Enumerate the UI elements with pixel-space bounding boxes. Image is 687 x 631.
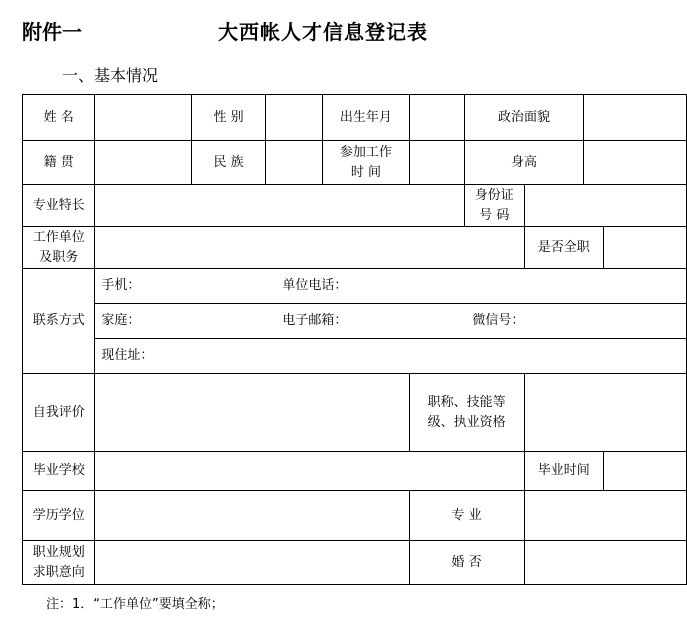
politics-label: 政治面貌	[464, 95, 583, 141]
form-title: 大西帐人才信息登记表	[218, 20, 428, 44]
major-field[interactable]	[524, 491, 686, 541]
id-number-label-line2: 号 码	[479, 207, 510, 223]
section-heading: 一、基本情况	[62, 66, 159, 85]
ethnicity-field[interactable]	[265, 141, 322, 185]
gender-field[interactable]	[265, 95, 322, 141]
wechat-label: 微信号：	[472, 313, 525, 328]
work-start-label-line2: 时 间	[350, 164, 381, 180]
specialty-field[interactable]	[95, 185, 465, 227]
self-evaluation-field[interactable]	[95, 374, 409, 452]
mobile-label: 手机：	[101, 278, 141, 293]
qualification-field[interactable]	[524, 374, 686, 452]
graduation-time-field[interactable]	[603, 452, 686, 491]
specialty-label: 专业特长	[23, 185, 95, 227]
height-label: 身高	[464, 141, 583, 185]
home-email-row[interactable]	[95, 304, 687, 339]
work-start-field[interactable]	[409, 141, 464, 185]
politics-field[interactable]	[584, 95, 687, 141]
qualification-label-line1: 职称、技能等	[427, 394, 506, 410]
gender-label: 性 别	[192, 95, 266, 141]
email-label: 电子邮箱：	[282, 313, 348, 328]
fulltime-field[interactable]	[603, 227, 686, 269]
career-plan-label-line2: 求职意向	[32, 564, 85, 580]
ethnicity-label: 民 族	[192, 141, 266, 185]
self-evaluation-label: 自我评价	[23, 374, 95, 452]
graduation-time-label: 毕业时间	[524, 452, 603, 491]
qualification-label	[409, 374, 524, 452]
registration-form	[22, 94, 687, 585]
name-field[interactable]	[95, 95, 192, 141]
footnote: 注：1．“工作单位”要填全称；	[46, 597, 224, 612]
employer-field[interactable]	[95, 227, 524, 269]
marital-field[interactable]	[524, 541, 686, 585]
employer-label-line1: 工作单位	[32, 229, 85, 245]
employer-label	[23, 227, 95, 269]
education-label: 学历学位	[23, 491, 95, 541]
major-label: 专 业	[409, 491, 524, 541]
home-phone-label: 家庭：	[101, 313, 141, 328]
qualification-label-line2: 级、执业资格	[427, 414, 506, 430]
birth-field[interactable]	[409, 95, 464, 141]
school-label: 毕业学校	[23, 452, 95, 491]
career-plan-field[interactable]	[95, 541, 409, 585]
native-place-field[interactable]	[95, 141, 192, 185]
height-field[interactable]	[584, 141, 687, 185]
career-plan-label-line1: 职业规划	[32, 544, 85, 560]
address-row[interactable]	[95, 339, 687, 374]
contact-label: 联系方式	[23, 269, 95, 374]
attachment-label: 附件一	[22, 20, 82, 44]
marital-label: 婚 否	[409, 541, 524, 585]
work-start-label-line1: 参加工作	[339, 144, 392, 160]
employer-label-line2: 及职务	[39, 249, 79, 265]
education-field[interactable]	[95, 491, 409, 541]
address-label: 现住址：	[101, 348, 154, 363]
native-place-label: 籍 贯	[23, 141, 95, 185]
id-number-label	[464, 185, 524, 227]
id-number-label-line1: 身份证	[474, 187, 514, 203]
school-field[interactable]	[95, 452, 524, 491]
birth-label: 出生年月	[323, 95, 409, 141]
work-phone-label: 单位电话：	[282, 278, 348, 293]
id-number-field[interactable]	[524, 185, 686, 227]
name-label: 姓 名	[23, 95, 95, 141]
work-start-label	[323, 141, 409, 185]
phone-row[interactable]	[95, 269, 687, 304]
fulltime-label: 是否全职	[524, 227, 603, 269]
career-plan-label	[23, 541, 95, 585]
